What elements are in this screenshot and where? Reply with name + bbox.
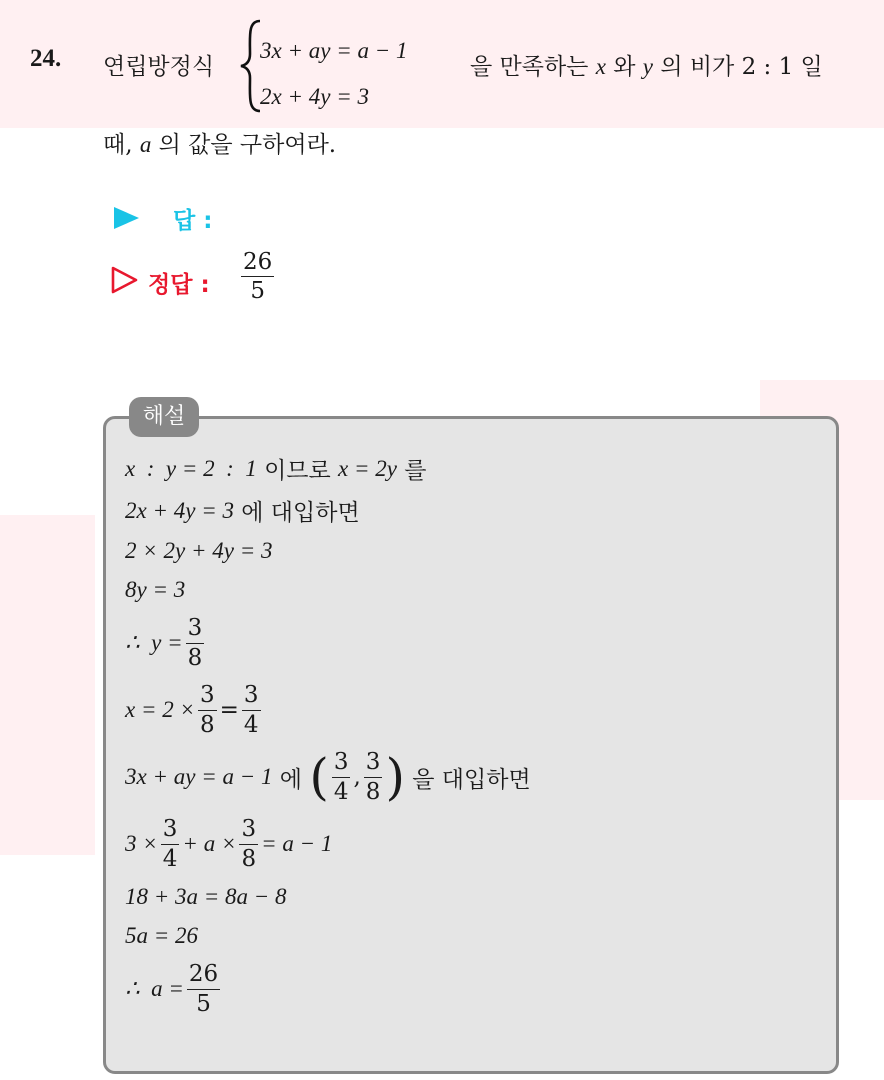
- line2-text-a: 때,: [103, 132, 133, 158]
- math-expression: 2x + 4y = 3: [125, 497, 234, 523]
- solution-line: [125, 748, 531, 806]
- problem-condition: [470, 48, 823, 81]
- fraction-numerator: 3: [364, 750, 383, 777]
- correct-answer-label: 정답 :: [148, 272, 210, 298]
- equation-1: 3x + ay = a − 1: [260, 38, 408, 63]
- solution-line: [125, 921, 531, 951]
- variable-a: a: [139, 132, 152, 157]
- equation-2: 2x + 4y = 3: [260, 84, 369, 109]
- fraction-numerator: 3: [198, 683, 217, 710]
- problem-line-2: [103, 126, 336, 159]
- fraction-numerator: 3: [332, 750, 351, 777]
- solution-line: [125, 575, 531, 605]
- correct-arrow-icon: [110, 266, 138, 294]
- math-expression: 2 × 2y + 4y = 3: [125, 538, 273, 563]
- solution-line: [125, 960, 531, 1018]
- solution-text: 에: [279, 766, 303, 793]
- solution-line: [125, 536, 531, 566]
- condition-text-b: 와: [613, 54, 636, 80]
- fraction-numerator: 26: [241, 250, 274, 277]
- equation-system: [260, 28, 407, 120]
- problem-intro: 연립방정식: [103, 54, 215, 80]
- math-expression: 5a = 26: [125, 923, 199, 948]
- fraction-numerator: 3: [186, 616, 205, 643]
- solution-line: [125, 815, 531, 873]
- math-expression: + a ×: [182, 831, 237, 856]
- math-expression: 3x + ay = a − 1: [125, 764, 273, 789]
- math-operator: =: [219, 697, 239, 723]
- fraction-numerator: 3: [239, 817, 258, 844]
- math-expression: x : y = 2 : 1: [125, 455, 257, 481]
- answer-label: 답 :: [173, 208, 213, 234]
- comma: ,: [353, 764, 361, 790]
- fraction-denominator: 8: [187, 644, 203, 671]
- variable-y: y: [642, 54, 653, 79]
- solution-text: 를: [404, 458, 427, 484]
- solution-text: 을 대입하면: [412, 766, 531, 793]
- math-expression: 18 + 3a = 8a − 8: [125, 884, 287, 909]
- math-expression: x = 2 ×: [125, 697, 195, 722]
- fraction-denominator: 5: [196, 990, 211, 1017]
- answer-arrow-icon: [112, 206, 140, 230]
- explanation-tag: 해설: [129, 397, 199, 437]
- fraction-numerator: 3: [161, 817, 180, 844]
- math-expression: ∴ a =: [125, 976, 184, 1001]
- fraction-numerator: 26: [187, 962, 220, 989]
- solution-line: [125, 681, 531, 739]
- right-paren: ): [385, 748, 405, 806]
- solution-line: [125, 452, 531, 485]
- math-expression: ∴ y =: [125, 630, 183, 655]
- solution-text: 에 대입하면: [241, 500, 360, 526]
- math-expression: = a − 1: [261, 831, 333, 856]
- solution-steps: [125, 452, 531, 1027]
- math-expression: x = 2y: [338, 455, 397, 481]
- watermark-block: [0, 515, 95, 855]
- fraction-numerator: 3: [242, 683, 261, 710]
- math-expression: 8y = 3: [125, 577, 186, 602]
- math-expression: 3 ×: [125, 831, 158, 856]
- solution-line: [125, 494, 531, 527]
- solution-text: 이므로: [264, 458, 331, 484]
- variable-x: x: [595, 54, 606, 79]
- condition-text-c: 의 비가 2 : 1 일: [660, 54, 823, 80]
- fraction-denominator: 4: [333, 778, 349, 805]
- left-paren: (: [309, 748, 329, 806]
- solution-line: [125, 882, 531, 912]
- line2-text-b: 의 값을 구하여라.: [158, 132, 337, 158]
- correct-answer-value: [238, 250, 277, 303]
- condition-text-a: 을 만족하는: [470, 54, 589, 80]
- fraction-denominator: 4: [162, 845, 178, 872]
- fraction-denominator: 5: [250, 278, 265, 305]
- fraction-denominator: 8: [200, 711, 215, 738]
- fraction-denominator: 8: [241, 845, 257, 872]
- solution-line: [125, 614, 531, 672]
- fraction-denominator: 4: [243, 711, 259, 738]
- fraction-denominator: 8: [365, 778, 381, 805]
- problem-number: 24.: [30, 45, 62, 72]
